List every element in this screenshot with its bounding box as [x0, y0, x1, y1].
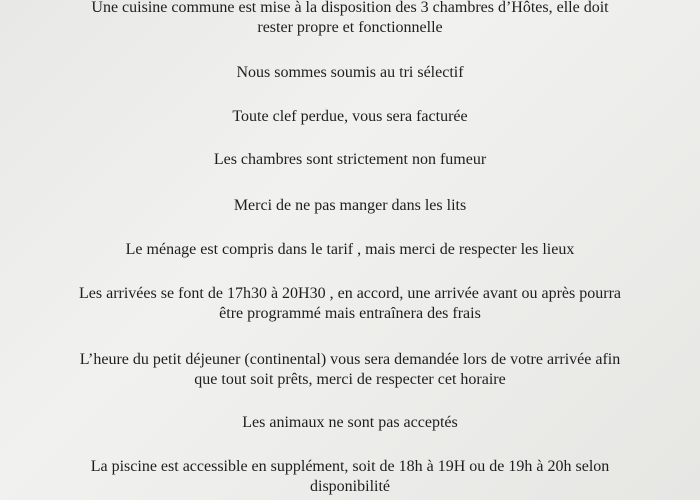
- rule-lost-key: [0, 107, 700, 127]
- rule-breakfast: [0, 350, 700, 390]
- rule-shared-kitchen: [0, 0, 700, 38]
- rule-line: Les chambres sont strictement non fumeur: [213, 151, 487, 168]
- rule-line: que tout soit prêts, merci de respecter cet horaire: [194, 371, 506, 388]
- rule-line: rester propre et fonctionnelle: [257, 19, 443, 36]
- rule-line: Merci de ne pas manger dans les lits: [233, 197, 467, 214]
- rule-arrival-times: [0, 284, 700, 324]
- rule-line: Les arrivées se font de 17h30 à 20H30 , en accord, une arrivée avant ou après pourra: [79, 285, 621, 302]
- rule-line: disponibilité: [310, 478, 390, 495]
- rule-line: Les animaux ne sont pas acceptés: [242, 414, 458, 431]
- rule-no-pets: [0, 413, 700, 433]
- rule-pool: [0, 457, 700, 497]
- rule-cleaning: [0, 240, 700, 260]
- rule-line: L’heure du petit déjeuner (continental) vous sera demandée lors de votre arrivée afin: [79, 351, 621, 368]
- rule-line: Une cuisine commune est mise à la disposition des 3 chambres d’Hôtes, elle doit: [91, 0, 609, 16]
- rule-non-smoking: [0, 150, 700, 170]
- rule-line: Nous sommes soumis au tri sélectif: [236, 64, 464, 81]
- rule-line: La piscine est accessible en supplément, soit de 18h à 19H ou de 19h à 20h selon: [90, 458, 610, 475]
- rule-line: Le ménage est compris dans le tarif , mais merci de respecter les lieux: [125, 241, 575, 258]
- rule-line: être programmé mais entraînera des frais: [219, 305, 481, 322]
- rule-recycling: [0, 63, 700, 83]
- rule-line: Toute clef perdue, vous sera facturée: [232, 108, 468, 125]
- rule-no-eating-in-beds: [0, 196, 700, 216]
